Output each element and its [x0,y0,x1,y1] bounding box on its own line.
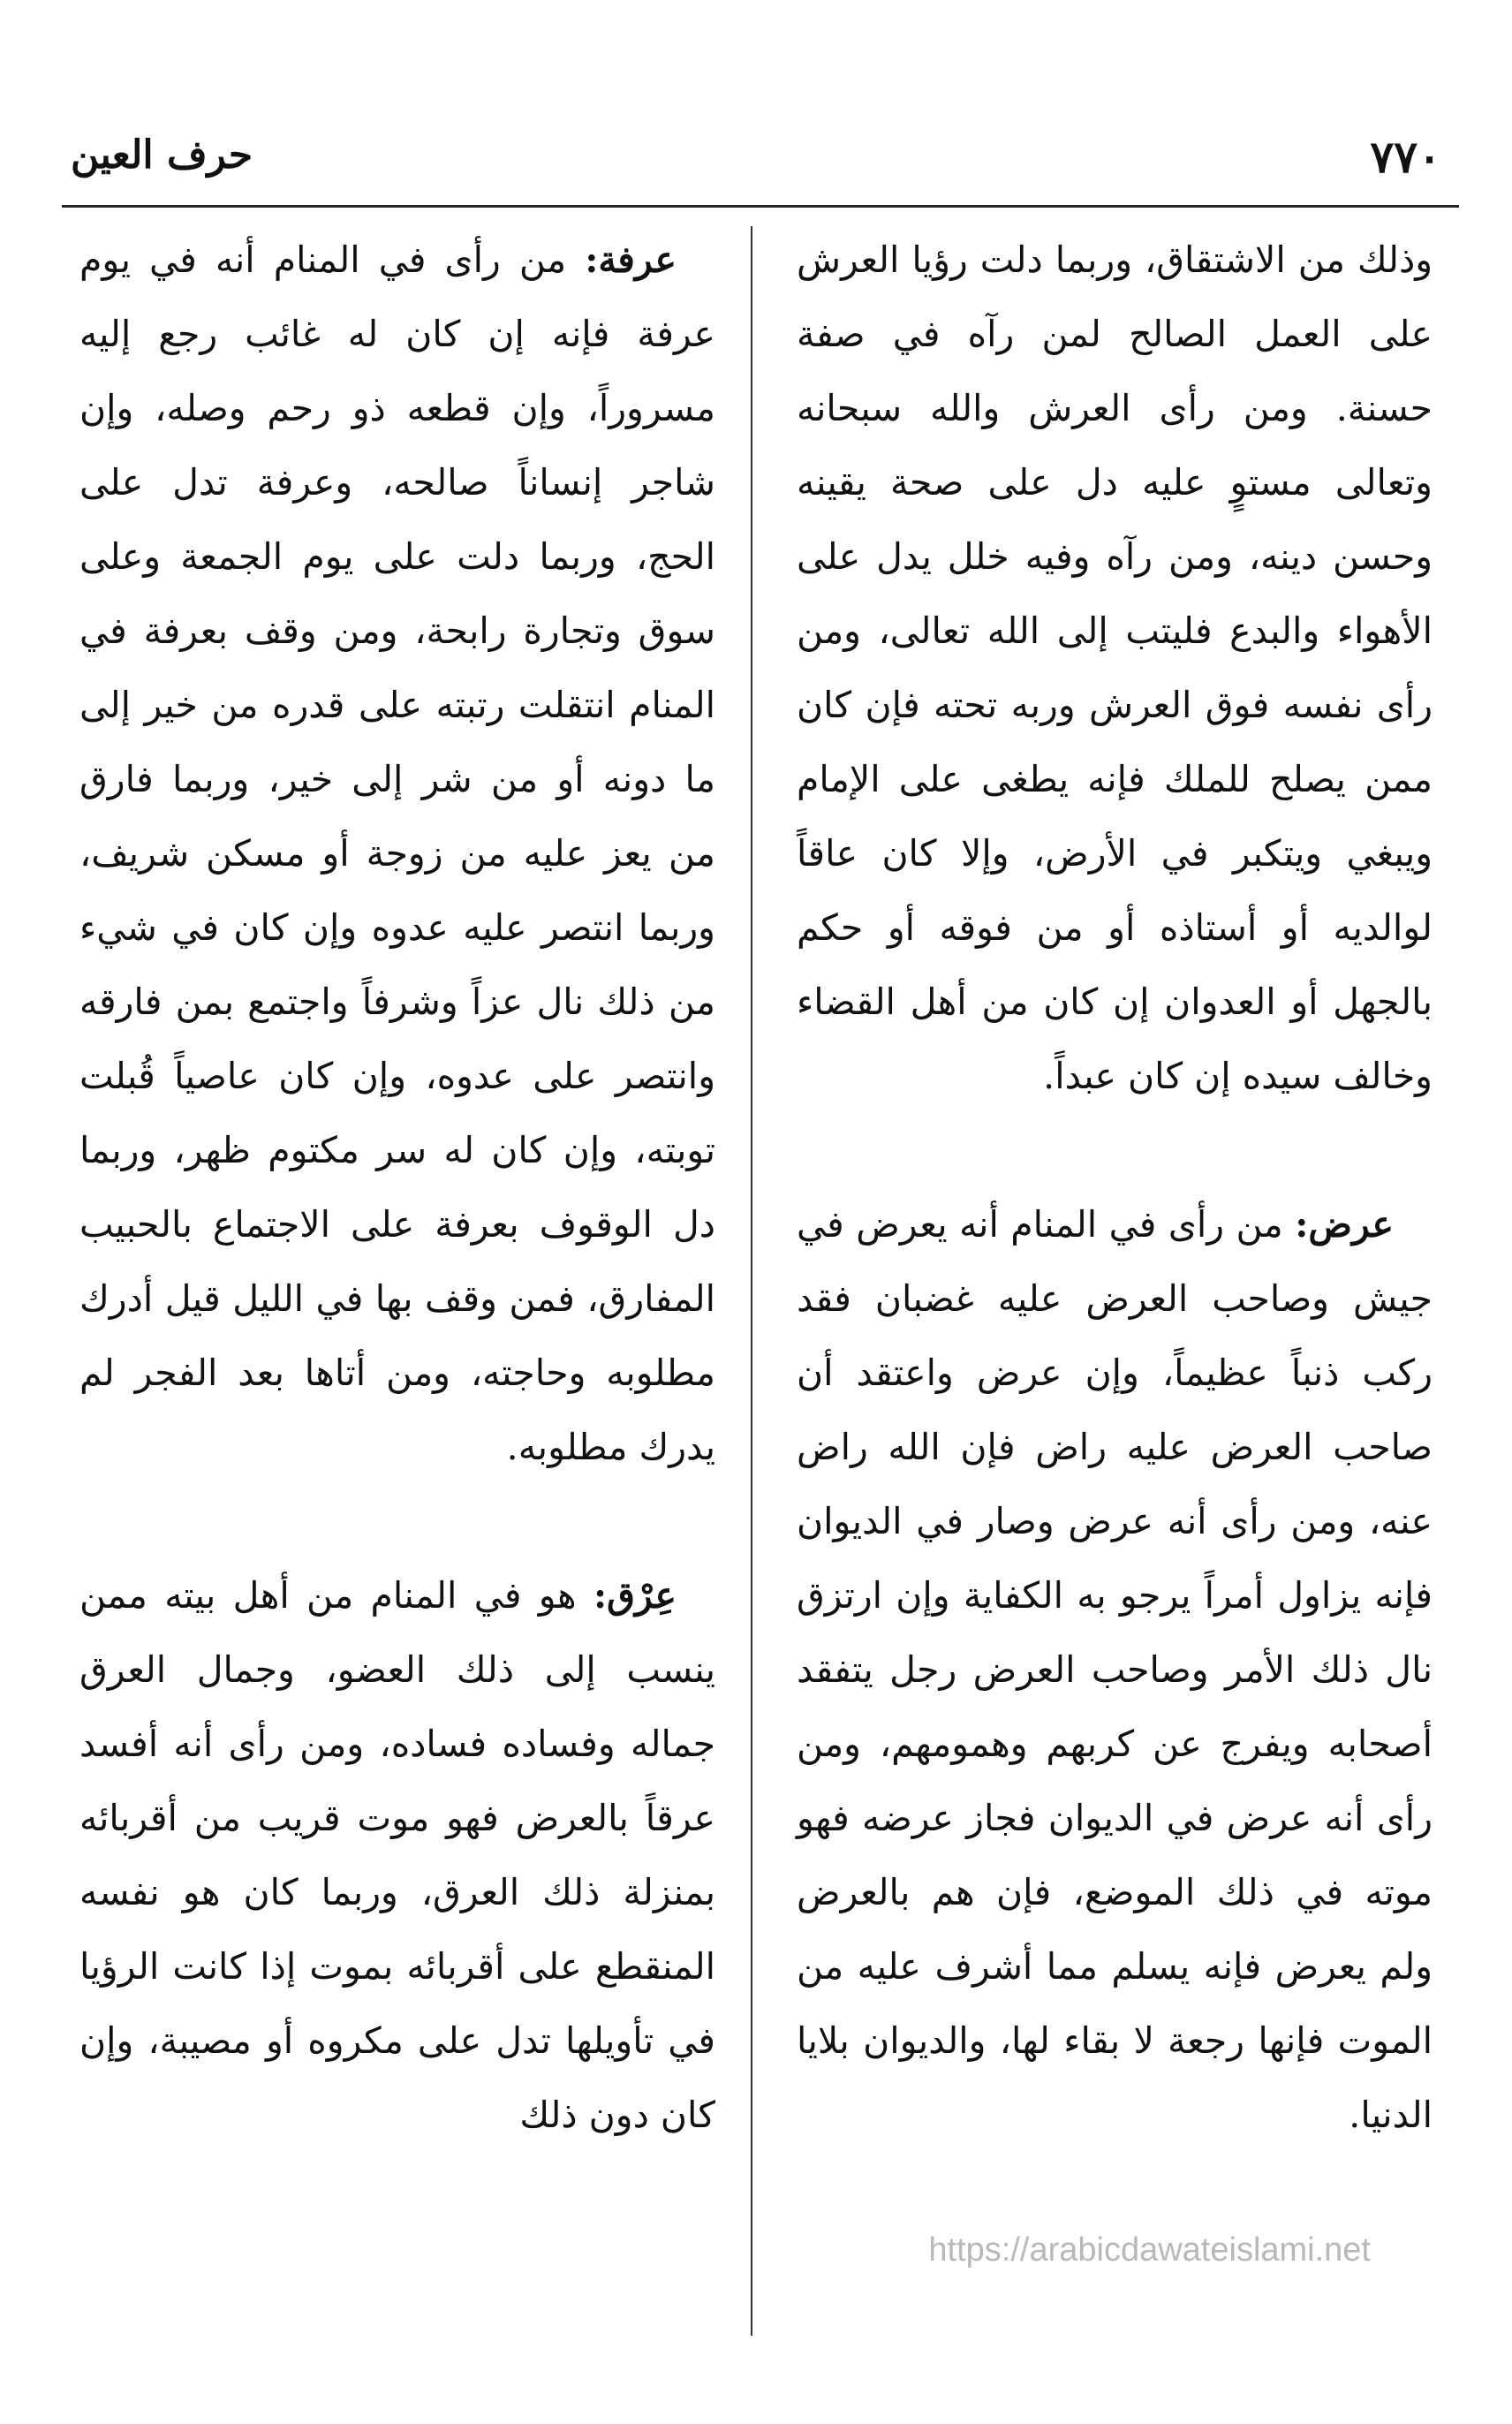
entry-irq [79,1558,715,2152]
running-head: حرف العين [71,133,253,178]
column-divider [751,226,752,2336]
entry-arafa-headword: عرفة: [585,239,677,281]
entry-irq-body: هو في المنام من أهل بيته ممن ينسب إلى ذلك العضو، وجمال العرق جماله وفساده فساده، ومن رأى أنه أفسد عرقاً بالعرض فهو موت قريب من أقربائه بمنزلة ذلك العرق، وربما كان هو نفسه المنقطع على أقربائه بموت إذا كانت الرؤيا في تأويلها تدل على مكروه أو مصيبة، وإن كان دون ذلك [79,1574,715,2136]
entry-irq-headword: عِرْق: [593,1574,677,1617]
watermark-url: https://arabicdawateislami.net [928,2231,1371,2269]
entry-ard-headword: عرض: [1295,1203,1394,1246]
page-number: ٧٧٠ [1370,131,1441,183]
header-rule [62,205,1459,208]
left-column [79,223,715,2152]
entry-arafa [79,223,715,1484]
continuation-paragraph [797,223,1433,1113]
right-column [797,223,1433,2152]
continuation-text: وذلك من الاشتقاق، وربما دلت رؤيا العرش على العمل الصالح لمن رآه في صفة حسنة. ومن رأى العرش والله سبحانه وتعالى مستوٍ عليه دل على صحة يقينه وحسن دينه، ومن رآه وفيه خلل يدل على الأهواء والبدع فليتب إلى الله تعالى، ومن رأى نفسه فوق العرش وربه تحته فإن كان ممن يصلح للملك فإنه يطغى على الإمام ويبغي ويتكبر في الأرض، وإلا كان عاقاً لوالديه أو أستاذه أو من فوقه أو حكم بالجهل أو العدوان إن كان من أهل القضاء وخالف سيده إن كان عبداً. [797,239,1433,1097]
entry-ard-body: من رأى في المنام أنه يعرض في جيش وصاحب العرض عليه غضبان فقد ركب ذنباً عظيماً، وإن عرض واعتقد أن صاحب العرض عليه راض فإن الله راض عنه، ومن رأى أنه عرض وصار في الديوان فإنه يزاول أمراً يرجو به الكفاية وإن ارتزق نال ذلك الأمر وصاحب العرض رجل يتفقد أصحابه ويفرج عن كربهم وهمومهم، ومن رأى أنه عرض في الديوان فجاز عرضه فهو موته في ذلك الموضع، فإن هم بالعرض ولم يعرض فإنه يسلم مما أشرف عليه من الموت فإنها رجعة لا بقاء لها، والديوان بلايا الدنيا. [797,1203,1433,2136]
entry-ard [797,1187,1433,2152]
entry-arafa-body: من رأى في المنام أنه في يوم عرفة فإنه إن كان له غائب رجع إليه مسروراً، وإن قطعه ذو رحم وصله، وإن شاجر إنساناً صالحه، وعرفة تدل على الحج، وربما دلت على يوم الجمعة وعلى سوق وتجارة رابحة، ومن وقف بعرفة في المنام انتقلت رتبته على قدره من خير إلى ما دونه أو من شر إلى خير، وربما فارق من يعز عليه من زوجة أو مسكن شريف، وربما انتصر عليه عدوه وإن كان في شيء من ذلك نال عزاً وشرفاً واجتمع بمن فارقه وانتصر على عدوه، وإن كان عاصياً قُبلت توبته، وإن كان له سر مكتوم ظهر، وربما دل الوقوف بعرفة على الاجتماع بالحبيب المفارق، فمن وقف بها في الليل قيل أدرك مطلوبه وحاجته، ومن أتاها بعد الفجر لم يدرك مطلوبه. [79,239,715,1468]
